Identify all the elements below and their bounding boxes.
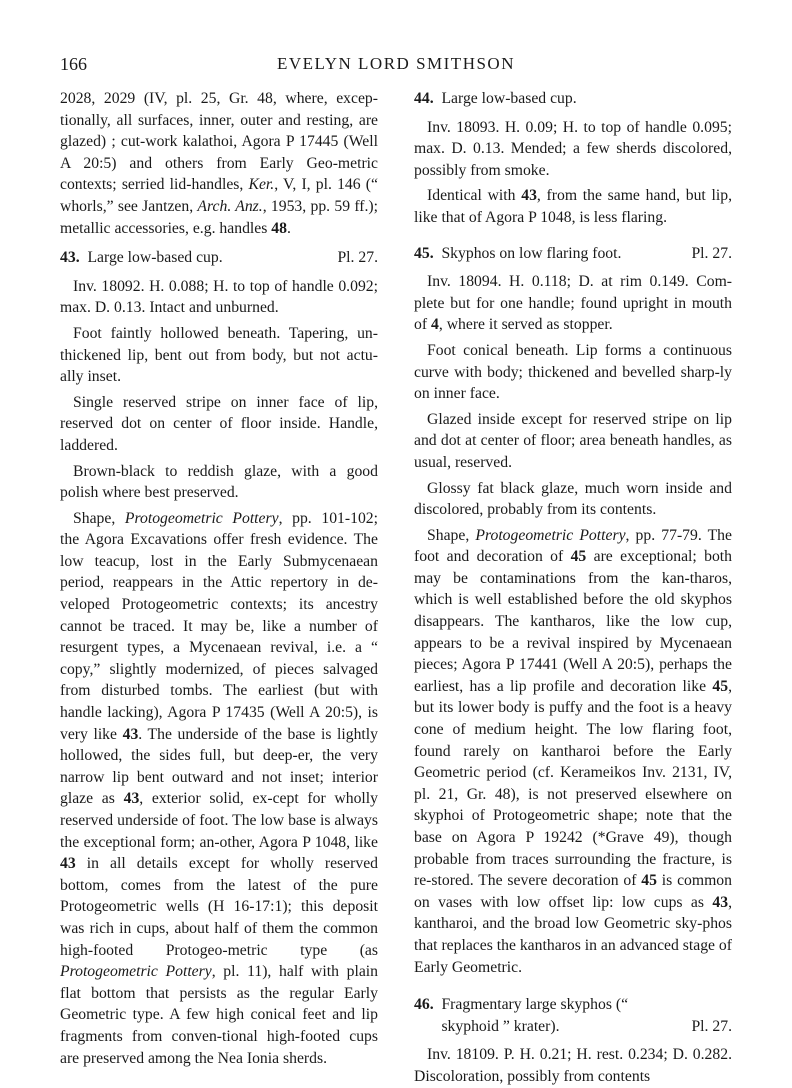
entry-title: Skyphos on low flaring foot. (441, 244, 622, 262)
inventory-text: Inv. 18093. H. 0.09; H. to top of handle 0.095; max. D. 0.13. Mended; a few sherds discolored, possibly from smoke. (414, 118, 732, 179)
entry-title: Fragmentary large skyphos (“ skyphoid ” krater). (441, 996, 629, 1035)
description-paragraph: Glossy fat black glaze, much worn inside and discolored, probably from its contents. (414, 479, 732, 519)
entry-heading-45 (414, 243, 732, 265)
entry-number: 45. (414, 244, 434, 262)
description-paragraph: Identical with 43, from the same hand, but lip, like that of Agora P 1048, is less flaring. (414, 187, 733, 226)
description-paragraph: Foot faintly hollowed beneath. Tapering, un-thickened lip, bent out from body, but not actu-ally inset. (60, 324, 378, 386)
shape-paragraph: Shape, Protogeometric Pottery, pp. 77-79. The foot and decoration of 45 are exceptional; both may be contaminations from the kan-tharos, which is well established before the old skyphos disappears. The kantharos, like the low cup, appears to be a revival inspired by Mycenaean pieces; Agora P 17441 (Well A 20:5), perhaps the earliest, has a lip profile and decoration like 45, but its lower body is puffy and the foot is a heavy cone of medium height. The low flaring foot, found rarely on kantharoi before the Early Geometric period (cf. Kerameikos Inv. 2131, IV, pl. 21, Gr. 48), is not preserved elsewhere on skyphoi of Protogeometric shape; note that the base on Agora P 19242 (*Grave 49), though probable from traces surrounding the fracture, is re-stored. The severe decoration of 45 is common on vases with low offset lip: low cups as 43, kantharoi, and the broad low Geometric sky-phos that replaces the kantharos in an advanced stage of Early Geometric. (414, 526, 732, 976)
plate-reference: Pl. 27. (337, 249, 378, 267)
shape-paragraph: Shape, Protogeometric Pottery, pp. 101-102; the Agora Excavations offer fresh evidence. The low teacup, lost in the Early Submycenaean period, reappears in the Attic repertory in de-veloped Protogeometric contexts; its ancestry cannot be traced. It may be, like a number of resurgent types, a Mycenaean revival, i.e. a “ copy,” slightly modernized, of pieces salvaged from disturbed tombs. The earliest (but with handle lacking), Agora P 17435 (Well A 20:5), is very like 43. The underside of the base is lightly hollowed, the sides full, but deep-er, the very narrow lip bent outward and not inset; interior glaze as 43, exterior solid, ex-cept for wholly reserved underside of foot. The low base is always the exceptional form; an-other, Agora P 1048, like 43 in all details except for wholly reserved bottom, comes from the latest of the pure Protogeometric wells (H 16-17:1); this deposit was rich in cups, about half of them the common high-footed Protogeo-metric type (as Protogeometric Pottery, pl. 11), half with plain flat bottom that persists as the regular Early Geometric type. A few high conical feet and lip fragments from conven-tional high-footed cups are preserved among the Nea Ionia sherds. (60, 509, 378, 1067)
description-paragraph: Brown-black to reddish glaze, with a good polish where best preserved. (60, 462, 378, 502)
inventory-text: Inv. 18094. H. 0.118; D. at rim 0.149. Com-plete but for one handle; found upright in mouth of 4, where it served as stopper. (414, 273, 732, 334)
intro-paragraph: 2028, 2029 (IV, pl. 25, Gr. 48, where, excep-tionally, all surfaces, inner, outer and resting, are glazed) ; cut-work kalathoi, Agora P 17445 (Well A 20:5) and others from Early Geo-metric contexts; serried lid-handles, Ker., V, I, pl. 146 (“ whorls,” see Jantzen, Arch. Anz., 1953, pp. 59 ff.); metallic accessories, e.g. handles 48. (60, 90, 378, 237)
inventory-text: Inv. 18109. P. H. 0.21; H. rest. 0.234; D. 0.282. Discoloration, possibly from contents (414, 1046, 732, 1085)
right-column (414, 88, 732, 1088)
inventory-text: Inv. 18092. H. 0.088; H. to top of handle 0.092; max. D. 0.13. Intact and unburned. (60, 277, 378, 317)
entry-heading-44 (414, 88, 732, 110)
left-column (60, 88, 378, 1069)
entry-number: 44. (414, 90, 434, 107)
entry-title: Large low-based cup. (87, 249, 223, 267)
entry-number: 43. (60, 249, 80, 267)
plate-reference: Pl. 27. (691, 244, 732, 262)
entry-heading-43 (60, 247, 378, 269)
description-paragraph: Glazed inside except for reserved stripe on lip and dot at center of floor; area beneath handles, as usual, reserved. (414, 410, 732, 471)
page-number: 166 (60, 54, 87, 74)
description-paragraph: Single reserved stripe on inner face of lip, reserved dot on center of floor inside. Handle, laddered. (60, 393, 378, 454)
description-paragraph: Foot conical beneath. Lip forms a continuous curve with body; thickened and bevelled sharp-ly on inner face. (414, 341, 732, 403)
running-head: EVELYN LORD SMITHSON (277, 54, 515, 73)
entry-heading-46 (414, 994, 732, 1037)
entry-title: Large low-based cup. (441, 90, 577, 107)
page-header (60, 52, 732, 76)
entry-number: 46. (414, 996, 434, 1014)
plate-reference: Pl. 27. (691, 1017, 732, 1035)
